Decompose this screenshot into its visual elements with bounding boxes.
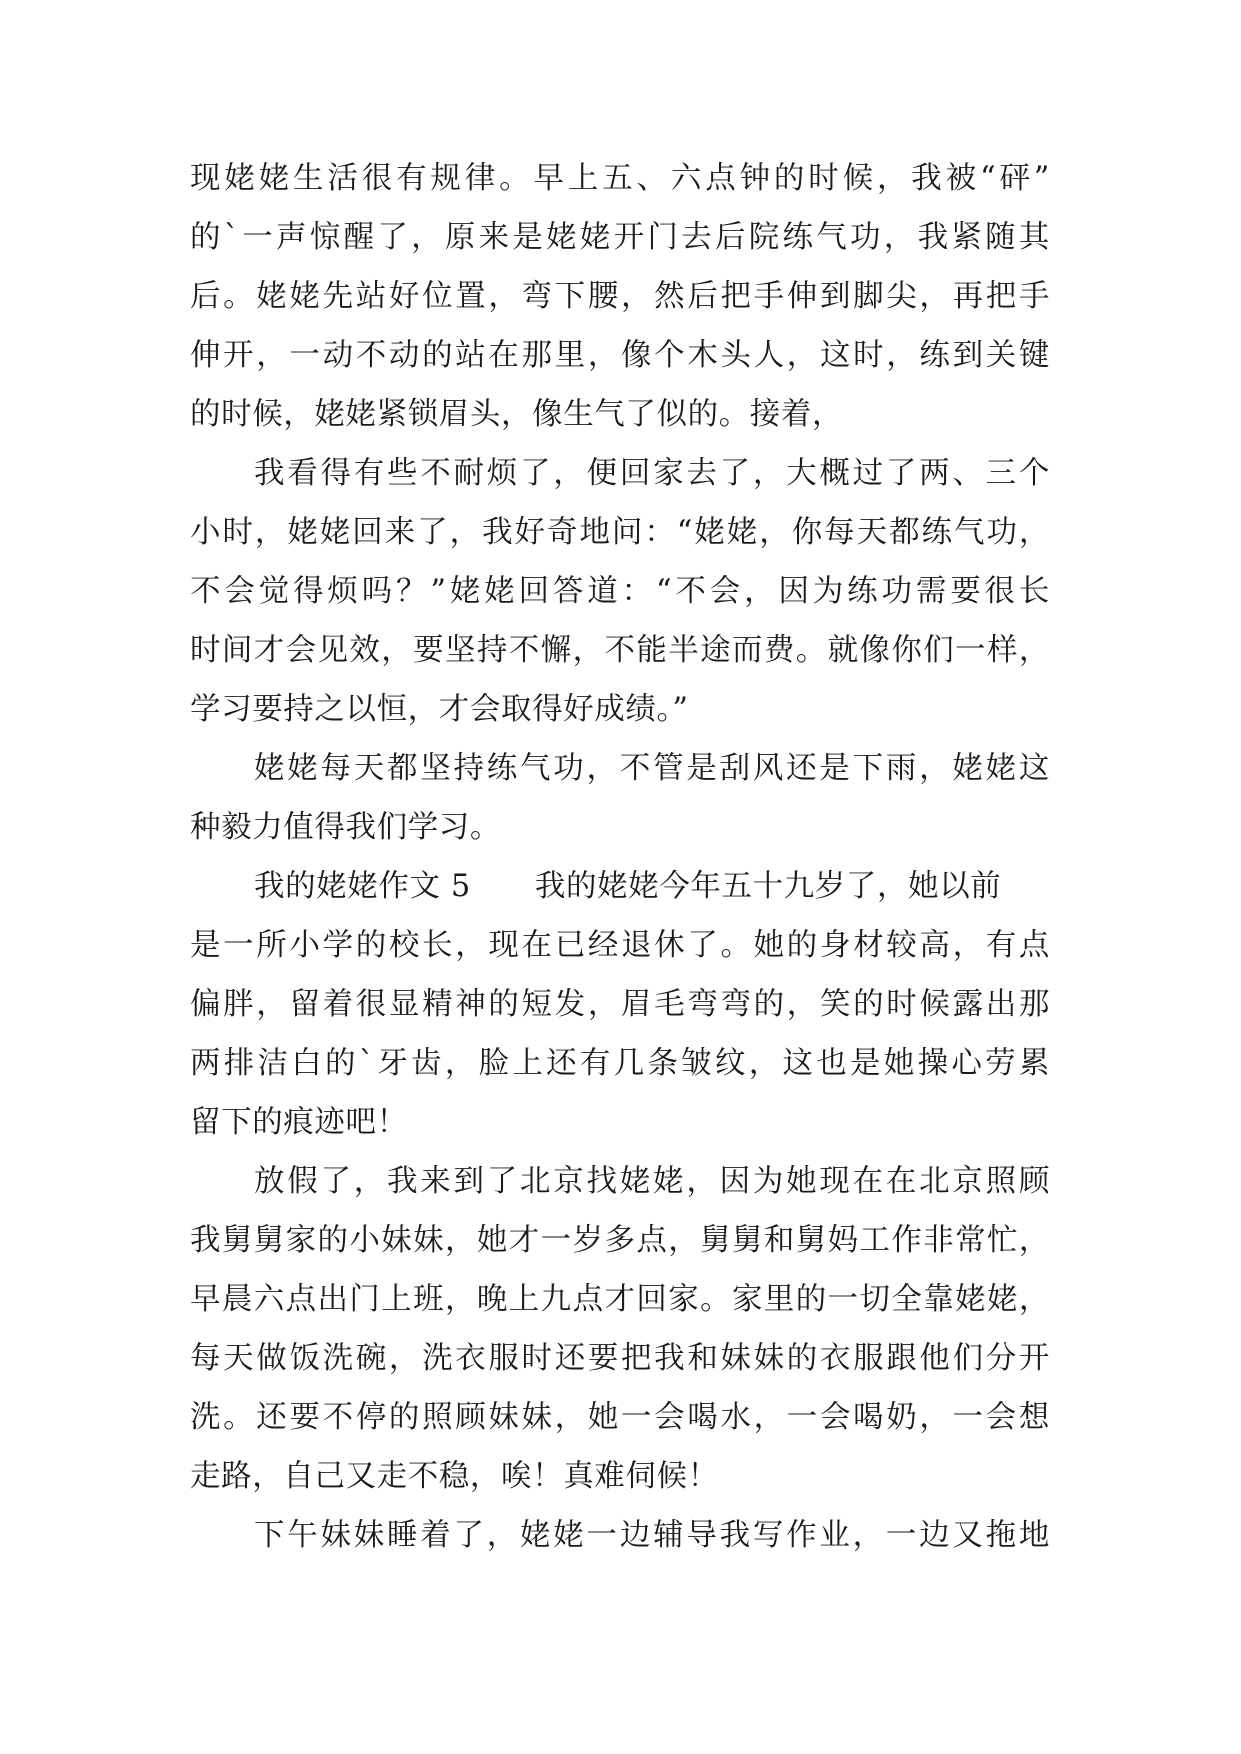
text-line [190,866,1050,925]
essay-heading: 我的姥姥作文 5 [254,869,471,904]
text-line: 现姥姥生活很有规律。早上五、六点钟的时候，我被“砰” [190,161,1050,196]
text-line: 是一所小学的校长，现在已经退休了。她的身材较高，有点 [190,928,1050,963]
text-line: 时间才会见效，要坚持不懈，不能半途而费。就像你们一样， [190,633,1050,668]
text-line: 学习要持之以恒，才会取得好成绩。” [190,692,689,727]
text-line: 我舅舅家的小妹妹，她才一岁多点，舅舅和舅妈工作非常忙， [190,1223,1050,1258]
text-line: 放假了，我来到了北京找姥姥，因为她现在在北京照顾 [254,1164,1050,1199]
text-line: 每天做饭洗碗，洗衣服时还要把我和妹妹的衣服跟他们分开 [190,1341,1050,1376]
text-line: 两排洁白的`牙齿，脸上还有几条皱纹，这也是她操心劳累 [190,1046,1050,1081]
text-line: 走路，自己又走不稳，唉！真难伺候！ [190,1459,719,1494]
text-line: 早晨六点出门上班，晚上九点才回家。家里的一切全靠姥姥， [190,1282,1050,1317]
text-line: 不会觉得烦吗？”姥姥回答道：“不会，因为练功需要很长 [190,574,1050,609]
text-line: 下午妹妹睡着了，姥姥一边辅导我写作业，一边又拖地 [254,1518,1050,1553]
text-line: 种毅力值得我们学习。 [190,810,501,845]
essay-body [190,158,1050,1574]
text-line: 伸开，一动不动的站在那里，像个木头人，这时，练到关键 [190,338,1050,373]
text-line: 的`一声惊醒了，原来是姥姥开门去后院练气功，我紧随其 [190,220,1050,255]
text-line: 偏胖，留着很显精神的短发，眉毛弯弯的，笑的时候露出那 [190,987,1050,1022]
text-line: 后。姥姥先站好位置，弯下腰，然后把手伸到脚尖，再把手 [190,279,1050,314]
text-line: 的时候，姥姥紧锁眉头，像生气了似的。接着， [190,397,844,432]
text-line: 姥姥每天都坚持练气功，不管是刮风还是下雨，姥姥这 [254,751,1050,786]
text-fragment: 我的姥姥今年五十九岁了，她以前 [534,869,1002,904]
text-line: 留下的痕迹吧！ [190,1105,408,1140]
text-line: 洗。还要不停的照顾妹妹，她一会喝水，一会喝奶，一会想 [190,1400,1050,1435]
text-line: 小时，姥姥回来了，我好奇地问：“姥姥，你每天都练气功， [190,515,1050,550]
text-line: 我看得有些不耐烦了，便回家去了，大概过了两、三个 [254,456,1050,491]
